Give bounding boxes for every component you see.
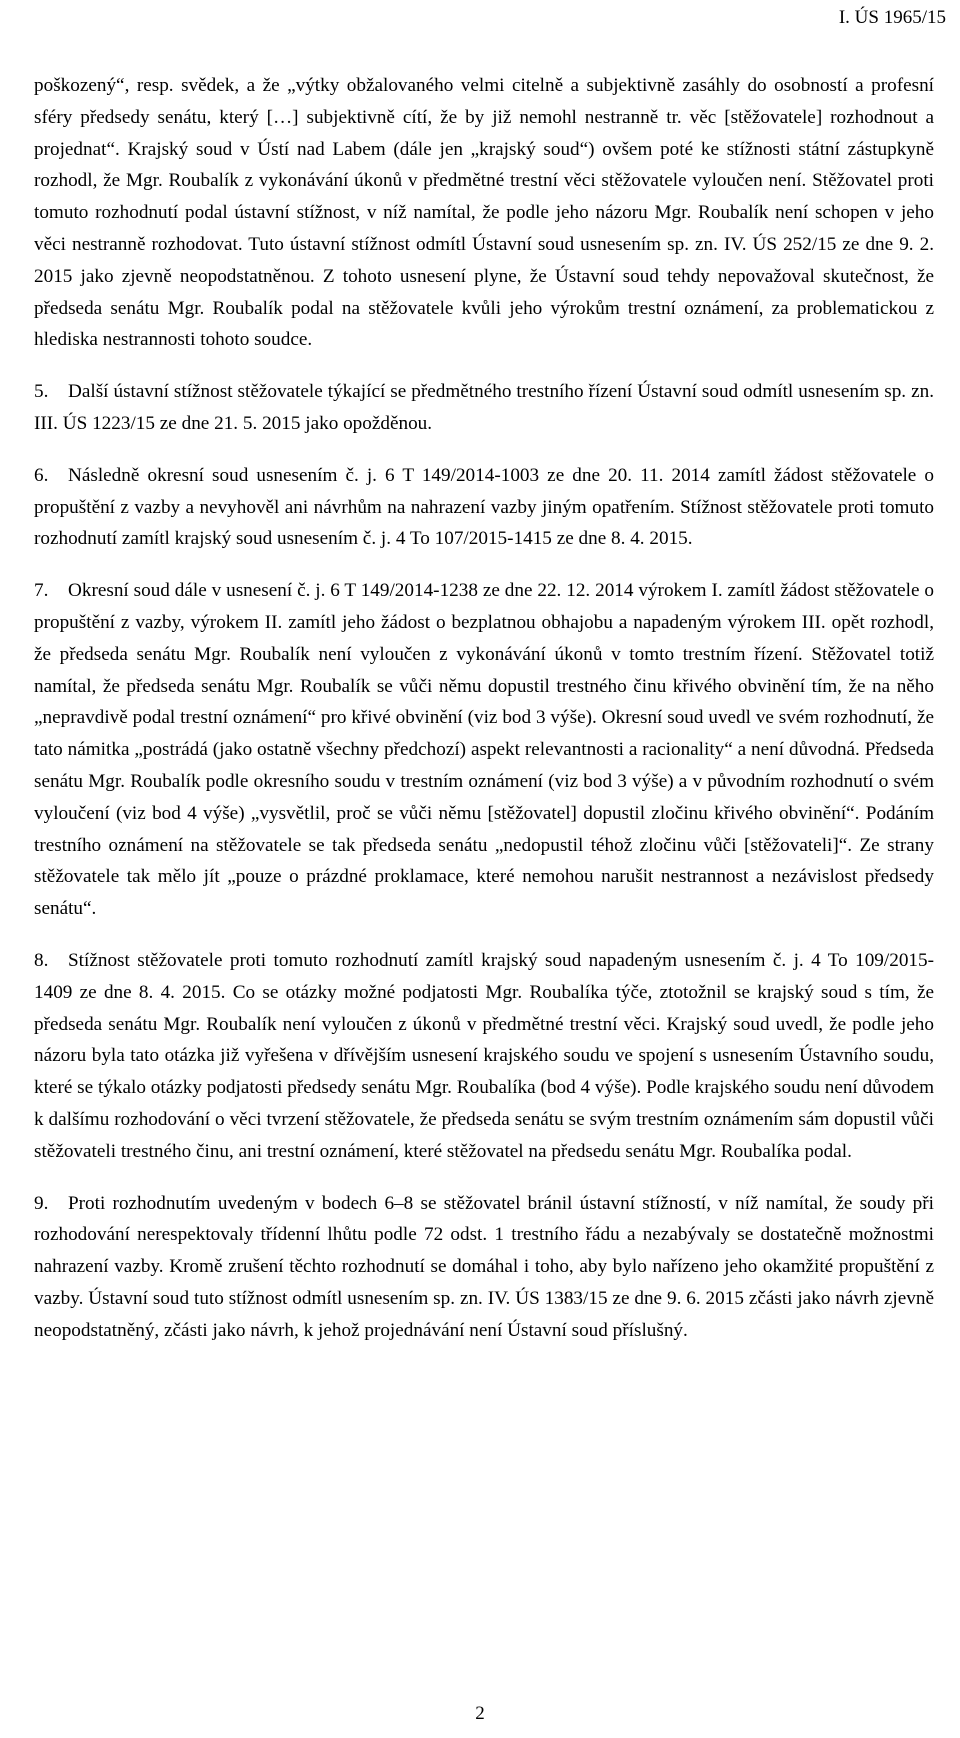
paragraph-number: 8. — [34, 949, 49, 971]
paragraph-text: Následně okresní soud usnesením č. j. 6 T 149/2014-1003 ze dne 20. 11. 2014 zamítl žádost stěžovatele o propuštění z vazby a nevyhověl ani návrhům na nahrazení vazby jiným opatřením. Stížnost stěžovatele proti tomuto rozhodnutí zamítl krajský soud usnesením č. j. 4 To 107/2015-1415 ze dne 8. 4. 2015. — [34, 464, 934, 550]
paragraph-text: Další ústavní stížnost stěžovatele týkající se předmětného trestního řízení Ústavní soud odmítl usnesením sp. zn. III. ÚS 1223/15 ze dne 21. 5. 2015 jako opožděnou. — [34, 381, 934, 434]
paragraph-7 — [34, 575, 934, 925]
paragraph-number: 6. — [34, 464, 49, 486]
paragraph-8 — [34, 945, 934, 1168]
paragraph-text: Okresní soud dále v usnesení č. j. 6 T 149/2014-1238 ze dne 22. 12. 2014 výrokem I. zamítl žádost stěžovatele o propuštění z vazby, výrokem II. zamítl jeho žádost o bezplatnou obhajobu a napadeným výrokem III. opět rozhodl, že předseda senátu Mgr. Roubalík není vyloučen z vykonávání úkonů v tomto trestním řízení. Stěžovatel totiž namítal, že předseda senátu Mgr. Roubalík se vůči němu dopustil trestného činu křivého obvinění tím, že na něho „nepravdivě podal trestní oznámení“ pro křivé obvinění (viz bod 3 výše). Okresní soud uvedl ve svém rozhodnutí, že tato námitka „postrádá (jako ostatně všechny předchozí) aspekt relevantnosti a racionality“ a není důvodná. Předseda senátu Mgr. Roubalík podle okresního soudu v trestním oznámení (viz bod 3 výše) a v původním rozhodnutí o svém vyloučení (viz bod 4 výše) „vysvětlil, proč se vůči němu [stěžovatel] dopustil zločinu křivého obvinění“. Podáním trestního oznámení na stěžovatele se tak předseda senátu „nedopustil téhož zločinu vůči [stěžovateli]“. Ze strany stěžovatele tak mělo jít „pouze o prázdné proklamace, které nemohou narušit nestrannost a nezávislost předsedy senátu“. — [34, 580, 934, 920]
paragraph-9 — [34, 1188, 934, 1347]
paragraph-text: poškozený“, resp. svědek, a že „výtky obžalovaného velmi citelně a subjektivně zasáhly do osobností a profesní sféry předsedy senátu, který […] subjektivně cítí, že by již nemohl nestranně tr. věc [stěžovatele] rozhodnout a projednat“. Krajský soud v Ústí nad Labem (dále jen „krajský soud“) ovšem poté ke stížnosti státní zástupkyně rozhodl, že Mgr. Roubalík z vykonávání úkonů v předmětné trestní věci stěžovatele vyloučen není. Stěžovatel proti tomuto rozhodnutí podal ústavní stížnost, v níž namítal, že podle jeho názoru Mgr. Roubalík není schopen v jeho věci nestranně rozhodovat. Tuto ústavní stížnost odmítl Ústavní soud usnesením sp. zn. IV. ÚS 252/15 ze dne 9. 2. 2015 jako zjevně neopodstatněnou. Z tohoto usnesení plyne, že Ústavní soud tehdy nepovažoval skutečnost, že předseda senátu Mgr. Roubalík podal na stěžovatele kvůli jeho výrokům trestní oznámení, za problematickou z hlediska nestrannosti tohoto soudce. — [34, 75, 934, 351]
paragraph-text: Proti rozhodnutím uvedeným v bodech 6–8 se stěžovatel bránil ústavní stížností, v níž namítal, že soudy při rozhodování nerespektovaly třídenní lhůtu podle 72 odst. 1 trestního řádu a nezabývaly se dostatečně možnostmi nahrazení vazby. Kromě zrušení těchto rozhodnutí se domáhal i toho, aby bylo nařízeno jeho okamžité propuštění z vazby. Ústavní soud tuto stížnost odmítl usnesením sp. zn. IV. ÚS 1383/15 ze dne 9. 6. 2015 zčásti jako návrh zjevně neopodstatněný, zčásti jako návrh, k jehož projednávání není Ústavní soud příslušný. — [34, 1192, 934, 1341]
paragraph-number: 9. — [34, 1192, 49, 1214]
page-number: 2 — [475, 1703, 485, 1724]
paragraph-number: 7. — [34, 580, 49, 602]
paragraph-text: Stížnost stěžovatele proti tomuto rozhodnutí zamítl krajský soud napadeným usnesením č. j. 4 To 109/2015-1409 ze dne 8. 4. 2015. Co se otázky možné podjatosti Mgr. Roubalíka týče, ztotožnil se krajský soud s tím, že předseda senátu Mgr. Roubalík není vyloučen z úkonů v předmětné trestní věci. Krajský soud uvedl, že podle jeho názoru byla tato otázka již vyřešena v dřívějším usnesení krajského soudu ve spojení s usnesením Ústavního soudu, které se týkalo otázky podjatosti předsedy senátu Mgr. Roubalíka (bod 4 výše). Podle krajského soudu není důvodem k dalšímu rozhodování o věci tvrzení stěžovatele, že předseda senátu se svým trestním oznámením sám dopustil vůči stěžovateli trestného činu, ani trestní oznámení, které stěžovatel na předsedu senátu Mgr. Roubalíka podal. — [34, 949, 934, 1162]
case-reference: I. ÚS 1965/15 — [838, 7, 946, 28]
paragraph-number: 5. — [34, 381, 49, 403]
paragraph-continued — [34, 70, 934, 356]
document-body — [34, 70, 934, 1346]
paragraph-5 — [34, 376, 934, 440]
paragraph-6 — [34, 460, 934, 555]
